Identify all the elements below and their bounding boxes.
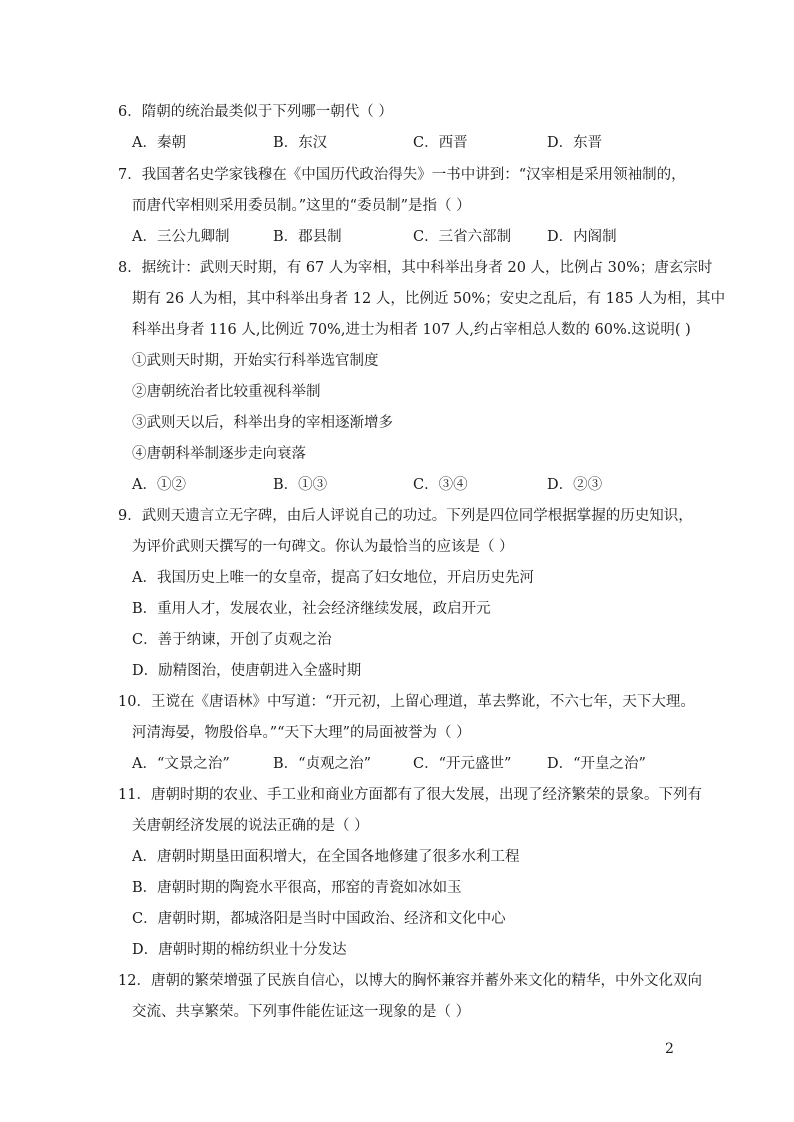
q8-statement-1: ①武则天时期，开始实行科举选官制度: [132, 353, 379, 369]
q9-option-a: A．我国历史上唯一的女皇帝，提高了妇女地位，开启历史先河: [132, 570, 534, 586]
q10-option-a: A．“文景之治”: [132, 756, 230, 772]
q7-stem-line-1: 7．我国著名史学家钱穆在《中国历代政治得失》一书中讲到：“汉宰相是采用领袖制的，: [118, 167, 686, 183]
q8-statement-3: ③武则天以后，科举出身的宰相逐渐增多: [132, 415, 393, 431]
q10-option-c: C．“开元盛世”: [413, 756, 512, 772]
q12-stem-line-1: 12．唐朝的繁荣增强了民族自信心，以博大的胸怀兼容并蓄外来文化的精华，中外文化双向: [118, 973, 702, 989]
q8-option-c: C．③④: [413, 477, 468, 493]
q9-option-d: D．励精图治，使唐朝进入全盛时期: [132, 663, 362, 679]
q10-option-d: D．“开皇之治”: [547, 756, 646, 772]
q7-option-a: A．三公九卿制: [132, 229, 230, 245]
q11-option-d: D．唐朝时期的棉纺织业十分发达: [132, 942, 347, 958]
q6-option-b: B．东汉: [273, 135, 328, 151]
q9-option-c: C．善于纳谏，开创了贞观之治: [132, 632, 332, 648]
q10-option-b: B．“贞观之治”: [273, 756, 371, 772]
q9-option-b: B．重用人才，发展农业，社会经济继续发展，政启开元: [132, 601, 491, 617]
q6-option-d: D．东晋: [547, 135, 603, 151]
q10-stem-line-1: 10．王谠在《唐语林》中写道：“开元初，上留心理道，革去弊讹，不六七年，天下大理。: [118, 694, 695, 710]
q11-option-c: C．唐朝时期，都城洛阳是当时中国政治、经济和文化中心: [132, 911, 506, 927]
q11-stem-line-2: 关唐朝经济发展的说法正确的是（ ）: [132, 818, 369, 834]
q8-statement-4: ④唐朝科举制逐步走向衰落: [132, 446, 306, 462]
q8-stem-line-1: 8．据统计：武则天时期，有 67 人为宰相，其中科举出身者 20 人，比例占 30%；唐玄宗时: [118, 260, 713, 276]
q8-option-b: B．①③: [273, 477, 328, 493]
q7-stem-line-2: 而唐代宰相则采用委员制。”这里的“委员制”是指（ ）: [132, 198, 471, 214]
q8-option-a: A．①②: [132, 477, 186, 493]
q7-option-d: D．内阁制: [547, 229, 617, 245]
q11-option-a: A．唐朝时期垦田面积增大，在全国各地修建了很多水利工程: [132, 849, 520, 865]
q8-statement-2: ②唐朝统治者比较重视科举制: [132, 384, 321, 400]
q7-option-c: C．三省六部制: [413, 229, 512, 245]
q6-option-c: C．西晋: [413, 135, 468, 151]
q9-stem-line-1: 9．武则天遗言立无字碑，由后人评说自己的功过。下列是四位同学根据掌握的历史知识，: [118, 508, 693, 524]
q6-option-a: A．秦朝: [132, 135, 186, 151]
q9-stem-line-2: 为评价武则天撰写的一句碑文。你认为最恰当的应该是（ ）: [132, 539, 514, 555]
q8-option-d: D．②③: [547, 477, 603, 493]
q11-option-b: B．唐朝时期的陶瓷水平很高，邢窑的青瓷如冰如玉: [132, 880, 462, 896]
q11-stem-line-1: 11．唐朝时期的农业、手工业和商业方面都有了很大发展，出现了经济繁荣的景象。下列有: [118, 787, 702, 803]
q12-stem-line-2: 交流、共享繁荣。下列事件能佐证这一现象的是（ ）: [132, 1004, 471, 1020]
q6-stem: 6．隋朝的统治最类似于下列哪一朝代（ ）: [118, 104, 393, 120]
q7-option-b: B．郡县制: [273, 229, 342, 245]
q8-stem-line-2: 期有 26 人为相，其中科举出身者 12 人，比例近 50%；安史之乱后，有 185 人为相，其中: [132, 291, 726, 307]
page-number: 2: [665, 1041, 674, 1057]
q8-stem-line-3: 科举出身者 116 人,比例近 70%,进士为相者 107 人,约占宰相总人数的 60%.这说明( ): [132, 322, 691, 338]
q10-stem-line-2: 河清海晏，物殷俗阜。”“天下大理”的局面被誉为（ ）: [132, 725, 471, 741]
